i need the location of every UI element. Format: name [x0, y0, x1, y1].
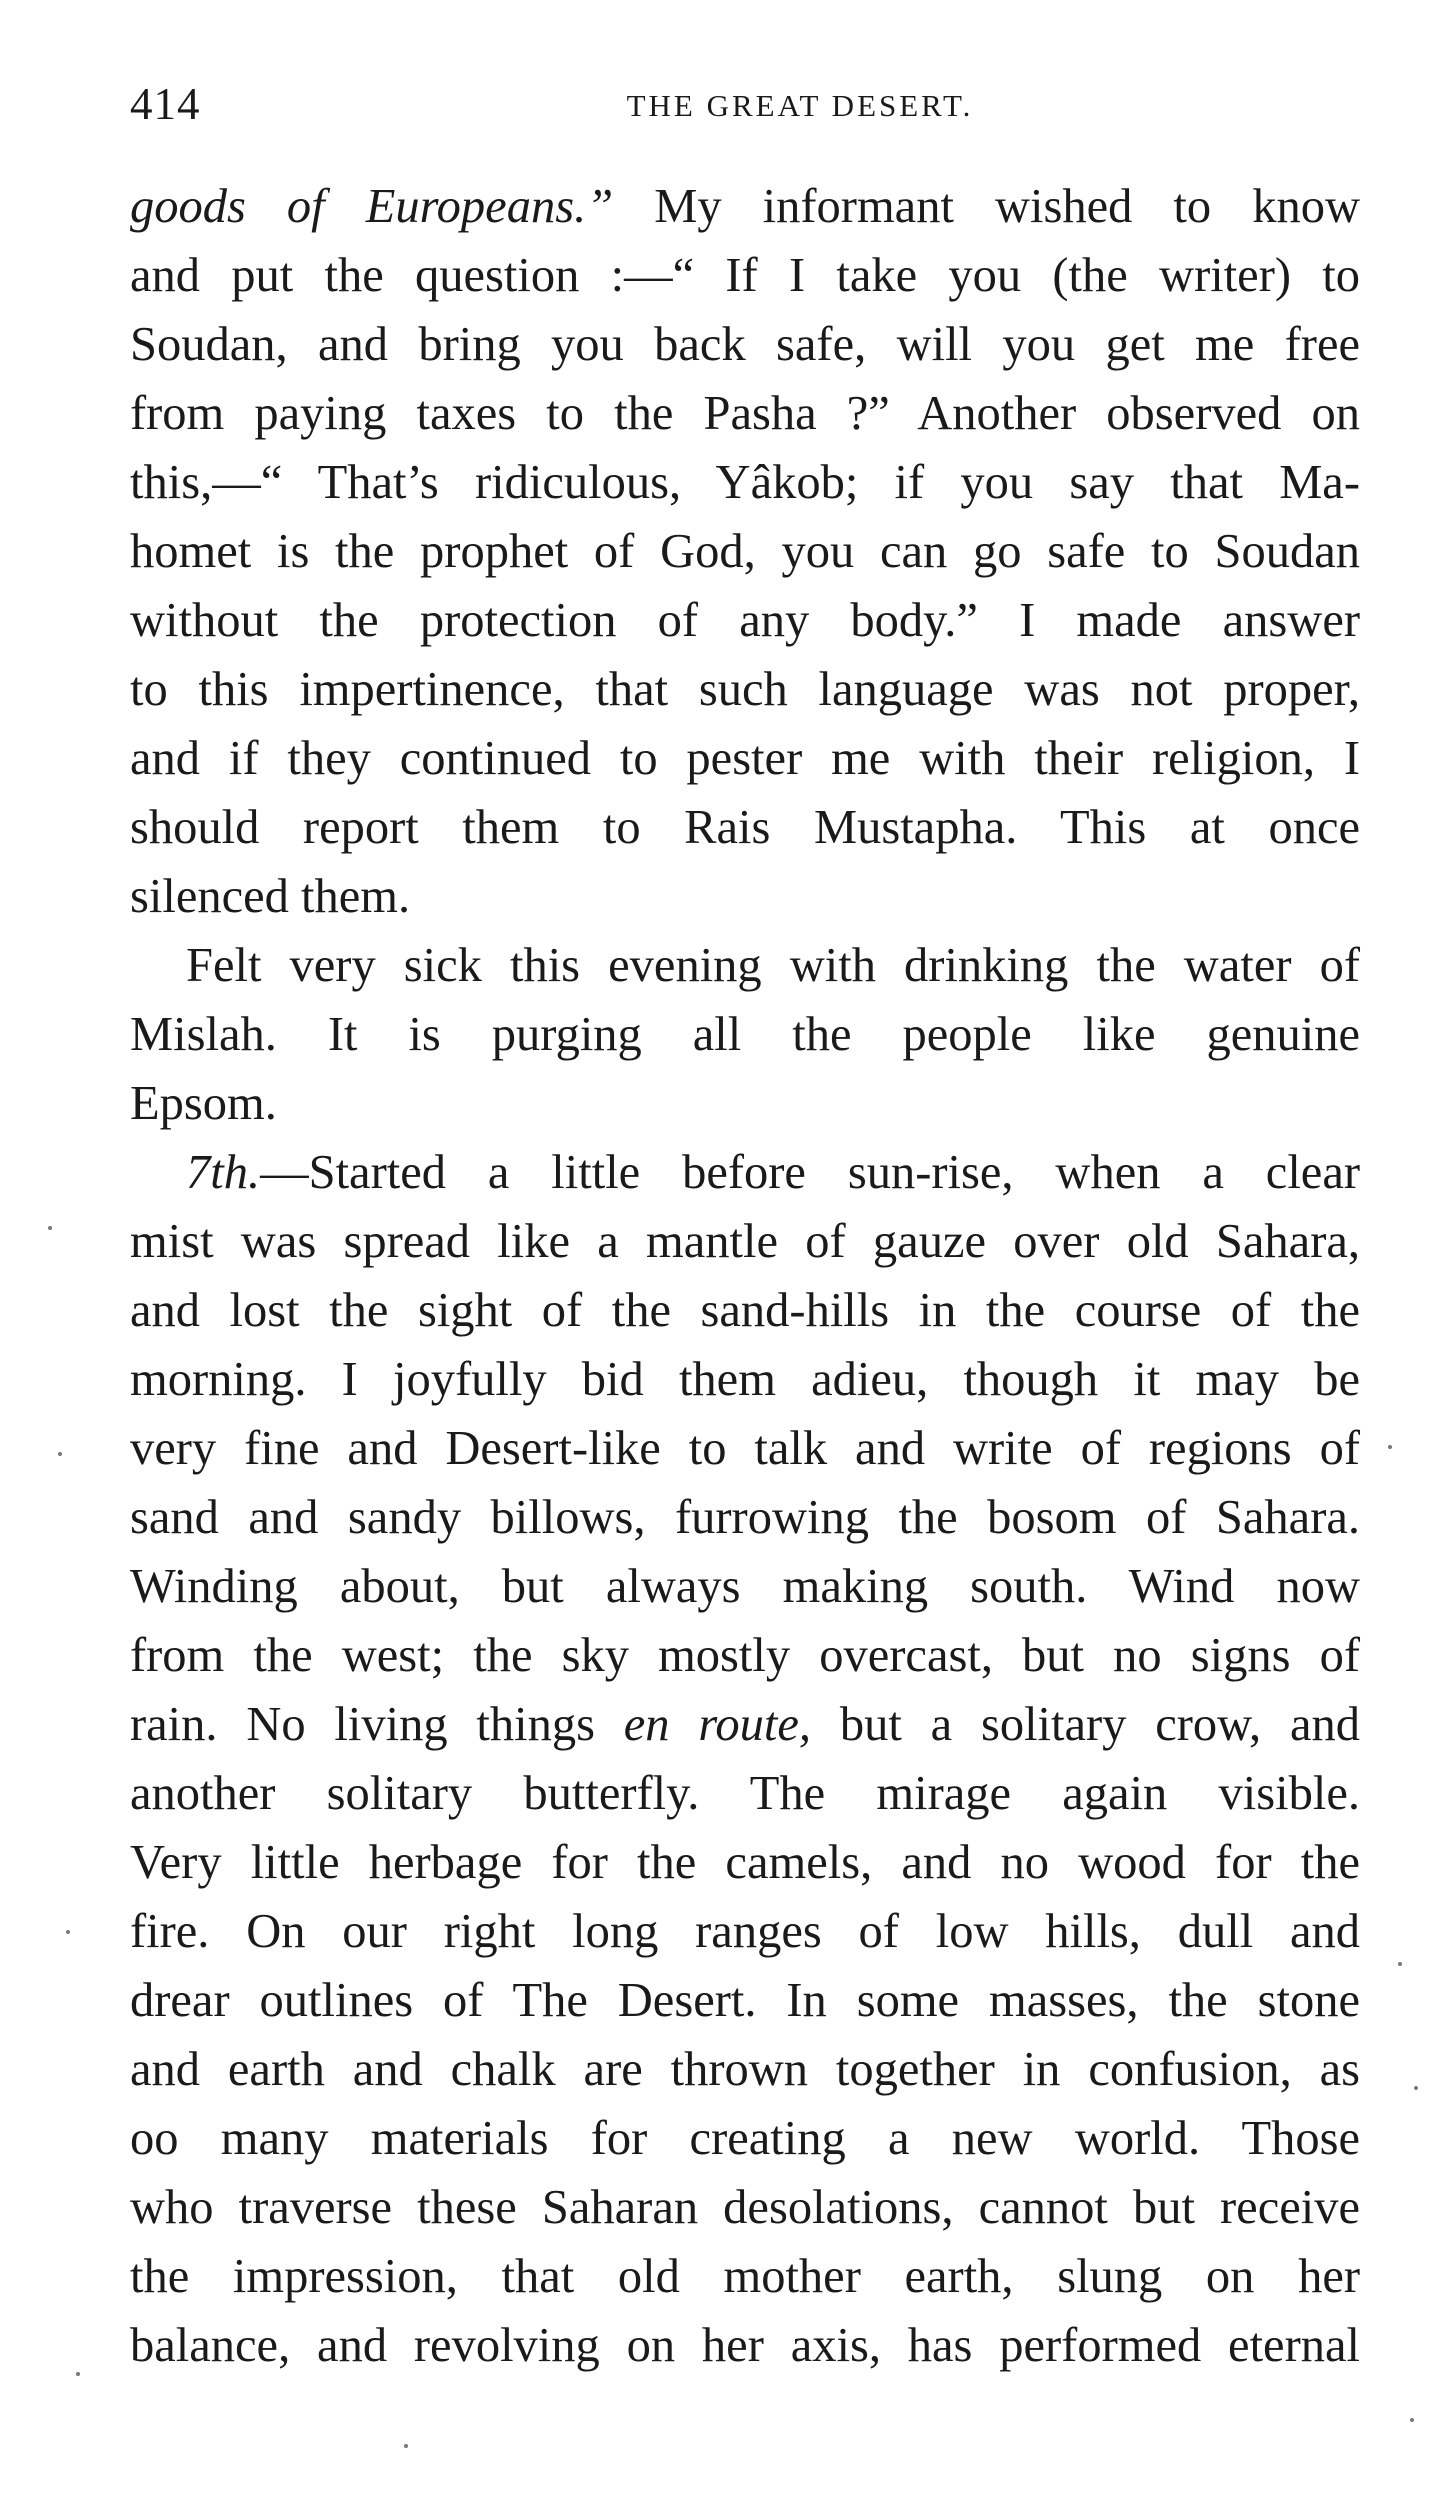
italic-phrase: goods of Europeans.”: [130, 180, 614, 233]
text-line: rain. No living things en route, but a solitary crow, and: [130, 1698, 1360, 1751]
scan-speck: [76, 2372, 80, 2376]
date-marker: 7th.: [186, 1146, 261, 1199]
text-line: homet is the prophet of God, you can go safe to Soudan: [130, 525, 1360, 578]
text-line: from paying taxes to the Pasha ?” Another observed on: [130, 387, 1360, 440]
text-line: Winding about, but always making south. Wind now: [130, 1560, 1360, 1613]
scan-speck: [1414, 2086, 1418, 2090]
text-line: mist was spread like a mantle of gauze over old Sahara,: [130, 1215, 1360, 1268]
text-line: balance, and revolving on her axis, has performed eternal: [130, 2319, 1360, 2372]
text-line: and put the question :—“ If I take you (the writer) to: [130, 249, 1360, 302]
text-line: morning. I joyfully bid them adieu, though it may be: [130, 1353, 1360, 1406]
text-line: fire. On our right long ranges of low hills, dull and: [130, 1905, 1360, 1958]
text-line: very fine and Desert-like to talk and write of regions of: [130, 1422, 1360, 1475]
scan-speck: [404, 2444, 408, 2448]
text-line: silenced them.: [130, 870, 411, 923]
text-line: drear outlines of The Desert. In some masses, the stone: [130, 1974, 1360, 2027]
text-line: sand and sandy billows, furrowing the bosom of Sahara.: [130, 1491, 1360, 1544]
text-line: the impression, that old mother earth, slung on her: [130, 2250, 1360, 2303]
text-line: Mislah. It is purging all the people like genuine: [130, 1008, 1360, 1061]
scan-speck: [1398, 1962, 1402, 1966]
text-line: 7th.—Started a little before sun-rise, when a clear: [186, 1146, 1360, 1199]
scan-speck: [48, 1226, 52, 1230]
paragraph-1: [130, 172, 1360, 931]
paragraph-3: [130, 1138, 1360, 2380]
text-line: oo many materials for creating a new world. Those: [130, 2112, 1360, 2165]
page-number: 414: [130, 79, 201, 129]
text-line: to this impertinence, that such language was not proper,: [130, 663, 1360, 716]
scan-speck: [1388, 1445, 1392, 1449]
body-text: [130, 172, 1360, 2380]
scan-speck: [66, 1930, 70, 1934]
text-line: Soudan, and bring you back safe, will you get me free: [130, 318, 1360, 371]
paragraph-2: [130, 931, 1360, 1138]
text-line: and earth and chalk are thrown together in confusion, as: [130, 2043, 1360, 2096]
page-header: [130, 78, 1360, 138]
text-line: Epsom.: [130, 1077, 277, 1130]
scan-speck: [58, 1452, 62, 1456]
text-line: goods of Europeans.” My informant wished to know: [130, 180, 1360, 233]
text-line: this,—“ That’s ridiculous, Yâkob; if you say that Ma-: [130, 456, 1360, 509]
scan-speck: [1410, 2418, 1414, 2422]
text-line: who traverse these Saharan desolations, cannot but receive: [130, 2181, 1360, 2234]
text-line: Very little herbage for the camels, and no wood for the: [130, 1836, 1360, 1889]
text-line: without the protection of any body.” I made answer: [130, 594, 1360, 647]
text-line: and if they continued to pester me with their religion, I: [130, 732, 1360, 785]
italic-phrase: en route,: [623, 1698, 812, 1751]
text-line: Felt very sick this evening with drinking the water of: [186, 939, 1360, 992]
running-head: THE GREAT DESERT.: [626, 88, 974, 123]
text-line: another solitary butterfly. The mirage again visible.: [130, 1767, 1360, 1820]
text-line: and lost the sight of the sand-hills in the course of the: [130, 1284, 1360, 1337]
text-line: should report them to Rais Mustapha. This at once: [130, 801, 1360, 854]
text-line: from the west; the sky mostly overcast, but no signs of: [130, 1629, 1360, 1682]
